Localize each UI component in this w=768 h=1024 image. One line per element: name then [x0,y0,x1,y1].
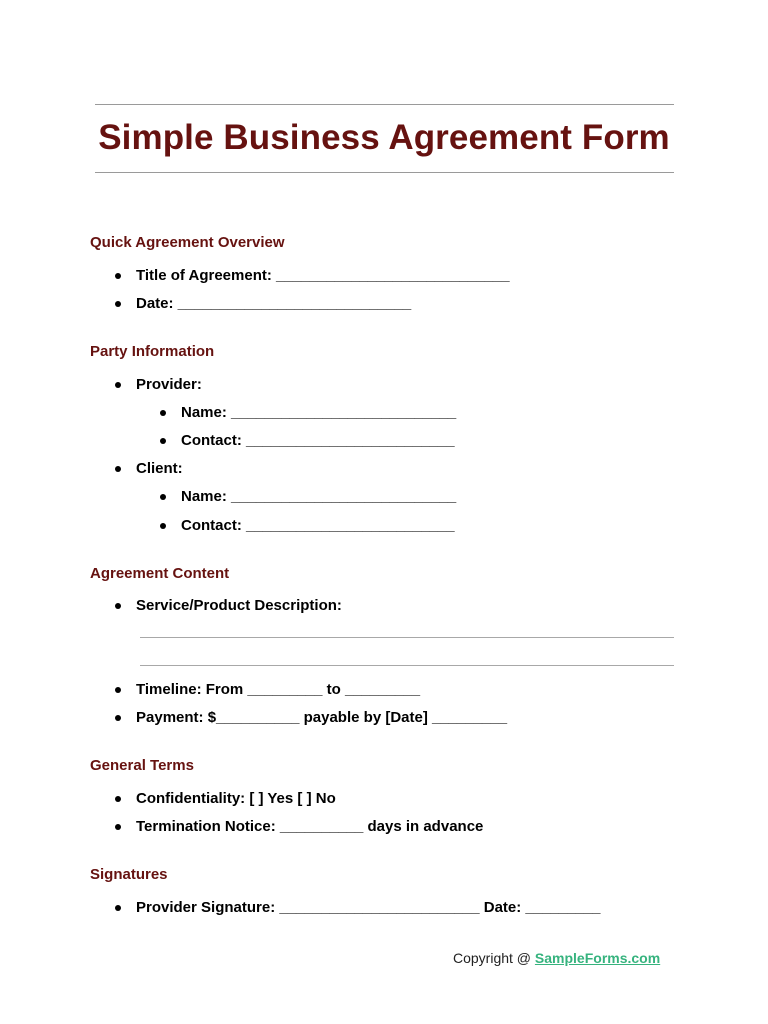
description-line-1[interactable] [140,637,674,638]
section-heading-terms: General Terms [90,757,194,774]
field-provider-contact[interactable]: Contact: _________________________ [181,432,455,449]
section-heading-content: Agreement Content [90,565,230,582]
bullet-icon [160,494,166,500]
title-top-rule [95,104,674,105]
page-title: Simple Business Agreement Form [98,118,670,157]
bullet-icon [160,523,166,529]
bullet-icon [115,905,121,911]
bullet-icon [115,796,121,802]
section-heading-overview: Quick Agreement Overview [90,234,285,251]
client-label: Client: [136,460,183,477]
description-line-2[interactable] [140,665,674,666]
footer-prefix: Copyright @ [453,950,535,966]
description-label: Service/Product Description: [136,597,342,614]
title-bottom-rule [95,172,674,173]
footer-copyright [453,950,660,966]
bullet-icon [160,410,166,416]
field-client-name[interactable]: Name: ___________________________ [181,488,457,505]
bullet-icon [115,715,121,721]
field-payment[interactable]: Payment: $__________ payable by [Date] _________ [136,709,508,726]
bullet-icon [115,687,121,693]
field-confidentiality[interactable]: Confidentiality: [ ] Yes [ ] No [136,790,336,807]
provider-label: Provider: [136,376,202,393]
field-timeline[interactable]: Timeline: From _________ to _________ [136,681,421,698]
field-title-of-agreement[interactable]: Title of Agreement: ____________________________ [136,267,510,284]
bullet-icon [160,438,166,444]
section-heading-parties: Party Information [90,343,215,360]
bullet-icon [115,382,121,388]
field-client-contact[interactable]: Contact: _________________________ [181,517,455,534]
bullet-icon [115,466,121,472]
bullet-icon [115,603,121,609]
bullet-icon [115,824,121,830]
field-provider-name[interactable]: Name: ___________________________ [181,404,457,421]
field-provider-signature[interactable]: Provider Signature: ________________________ Date: _________ [136,899,601,916]
field-date[interactable]: Date: ____________________________ [136,295,412,312]
field-termination-notice[interactable]: Termination Notice: __________ days in advance [136,818,484,835]
section-heading-signatures: Signatures [90,866,168,883]
bullet-icon [115,301,121,307]
footer-brand-link[interactable]: SampleForms.com [534,950,661,966]
bullet-icon [115,273,121,279]
